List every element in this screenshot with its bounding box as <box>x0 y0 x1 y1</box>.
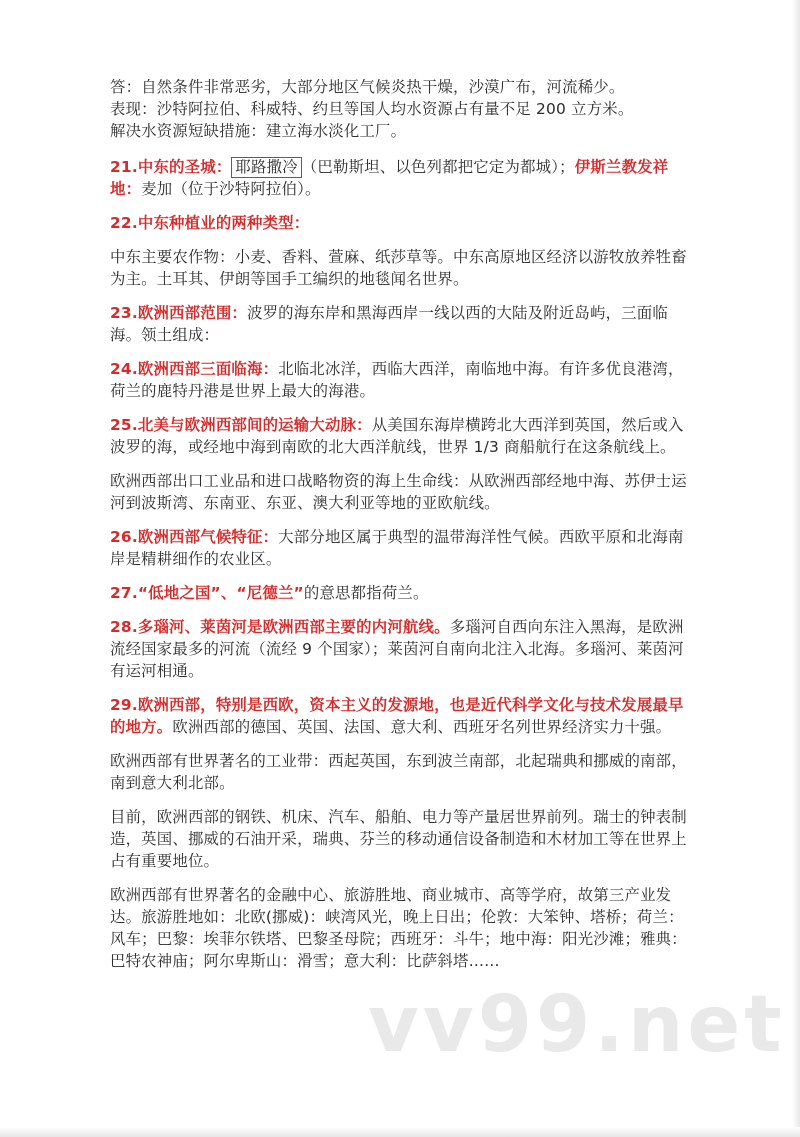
section-22-body: 中东主要农作物：小麦、香料、萱麻、纸莎草等。中东高原地区经济以游牧放养牲畜为主。土耳其、伊朗等国手工编织的地毯闻名世界。 <box>110 248 687 288</box>
section-23 <box>110 302 694 346</box>
watermark-text: vv99.net <box>368 980 786 1070</box>
section-25-heading: 25.北美与欧洲西部间的运输大动脉： <box>110 416 372 434</box>
section-29-heading: 29.欧洲西部，特别是西欧，资本主义的发源地，也是近代科学文化与技术发展最早的地方。 <box>110 696 684 736</box>
section-29-paragraph-4: 欧洲西部有世界著名的金融中心、旅游胜地、商业城市、高等学府，故第三产业发达。旅游胜地如：北欧(挪威)：峡湾风光，晚上日出；伦敦：大笨钟、塔桥；荷兰：风车；巴黎：埃菲尔铁塔、巴黎圣母院；西班牙：斗牛；地中海：阳光沙滩；雅典：巴特农神庙；阿尔卑斯山：滑雪；意大利：比萨斜塔…… <box>110 886 687 970</box>
section-21-text: （巴勒斯坦、以色列都把它定为都城）； <box>301 158 575 176</box>
page-edge-shadow-bottom <box>0 1127 800 1137</box>
section-25-paragraph-2: 欧洲西部出口工业品和进口战略物资的海上生命线：从欧洲西部经地中海、苏伊士运河到波斯湾、东南亚、东亚、澳大利亚等地的亚欧航线。 <box>110 472 687 512</box>
section-21-heading-2: 伊斯兰教发祥地： <box>110 158 669 198</box>
section-25-text: 从美国东海岸横跨北大西洋到英国，然后或入波罗的海，或经地中海到南欧的北大西洋航线，世界 1/3 商船航行在这条航线上。 <box>110 416 684 456</box>
section-29 <box>110 694 694 738</box>
section-23-text: 波罗的海东岸和黑海西岸一线以西的大陆及附近岛屿，三面临海。领土组成： <box>110 304 668 344</box>
boxed-term-jerusalem: 耶路撒冷 <box>231 157 301 178</box>
intro-paragraph <box>110 76 694 142</box>
section-27-heading: 27.“低地之国”、“尼德兰” <box>110 584 304 602</box>
section-27 <box>110 582 694 604</box>
section-24-text: 北临北冰洋，西临大西洋，南临地中海。有许多优良港湾，荷兰的鹿特丹港是世界上最大的海港。 <box>110 360 684 400</box>
section-22-heading: 22.中东种植业的两种类型： <box>110 214 310 232</box>
section-26-heading: 26.欧洲西部气候特征： <box>110 528 279 546</box>
intro-line-2: 表现：沙特阿拉伯、科威特、约旦等国人均水资源占有量不足 200 立方米。 <box>110 100 634 118</box>
section-24 <box>110 358 694 402</box>
section-22-heading-line <box>110 212 694 234</box>
section-28-heading: 28.多瑙河、莱茵河是欧洲西部主要的内河航线。 <box>110 618 450 636</box>
section-21 <box>110 156 694 200</box>
section-26 <box>110 526 694 570</box>
section-28 <box>110 616 694 682</box>
section-29-paragraph-2: 欧洲西部有世界著名的工业带：西起英国，东到波兰南部，北起瑞典和挪威的南部，南到意大利北部。 <box>110 752 687 792</box>
intro-line-3: 解决水资源短缺措施：建立海水淡化工厂。 <box>110 122 407 140</box>
document-body <box>110 76 694 984</box>
section-27-text: 的意思都指荷兰。 <box>303 584 429 602</box>
section-24-heading: 24.欧洲西部三面临海： <box>110 360 279 378</box>
section-23-heading: 23.欧洲西部范围： <box>110 304 247 322</box>
section-26-text: 大部分地区属于典型的温带海洋性气候。西欧平原和北海南岸是精耕细作的农业区。 <box>110 528 684 568</box>
section-21-text-2: 麦加（位于沙特阿拉伯）。 <box>141 180 321 198</box>
section-29-text: 欧洲西部的德国、英国、法国、意大利、西班牙名列世界经济实力十强。 <box>172 718 672 736</box>
page-edge-shadow-right <box>792 0 800 1137</box>
section-29-paragraph-3: 目前，欧洲西部的钢铁、机床、汽车、船舶、电力等产量居世界前列。瑞士的钟表制造，英国、挪威的石油开采，瑞典、芬兰的移动通信设备制造和木材加工等在世界上占有重要地位。 <box>110 808 687 870</box>
section-25 <box>110 414 694 458</box>
section-28-text: 多瑙河自西向东注入黑海，是欧洲流经国家最多的河流（流经 9 个国家）；莱茵河自南向北注入北海。多瑙河、莱茵河有运河相通。 <box>110 618 684 680</box>
section-21-heading: 21.中东的圣城： <box>110 158 232 176</box>
intro-line-1: 答：自然条件非常恶劣，大部分地区气候炎热干燥，沙漠广布，河流稀少。 <box>110 78 625 96</box>
